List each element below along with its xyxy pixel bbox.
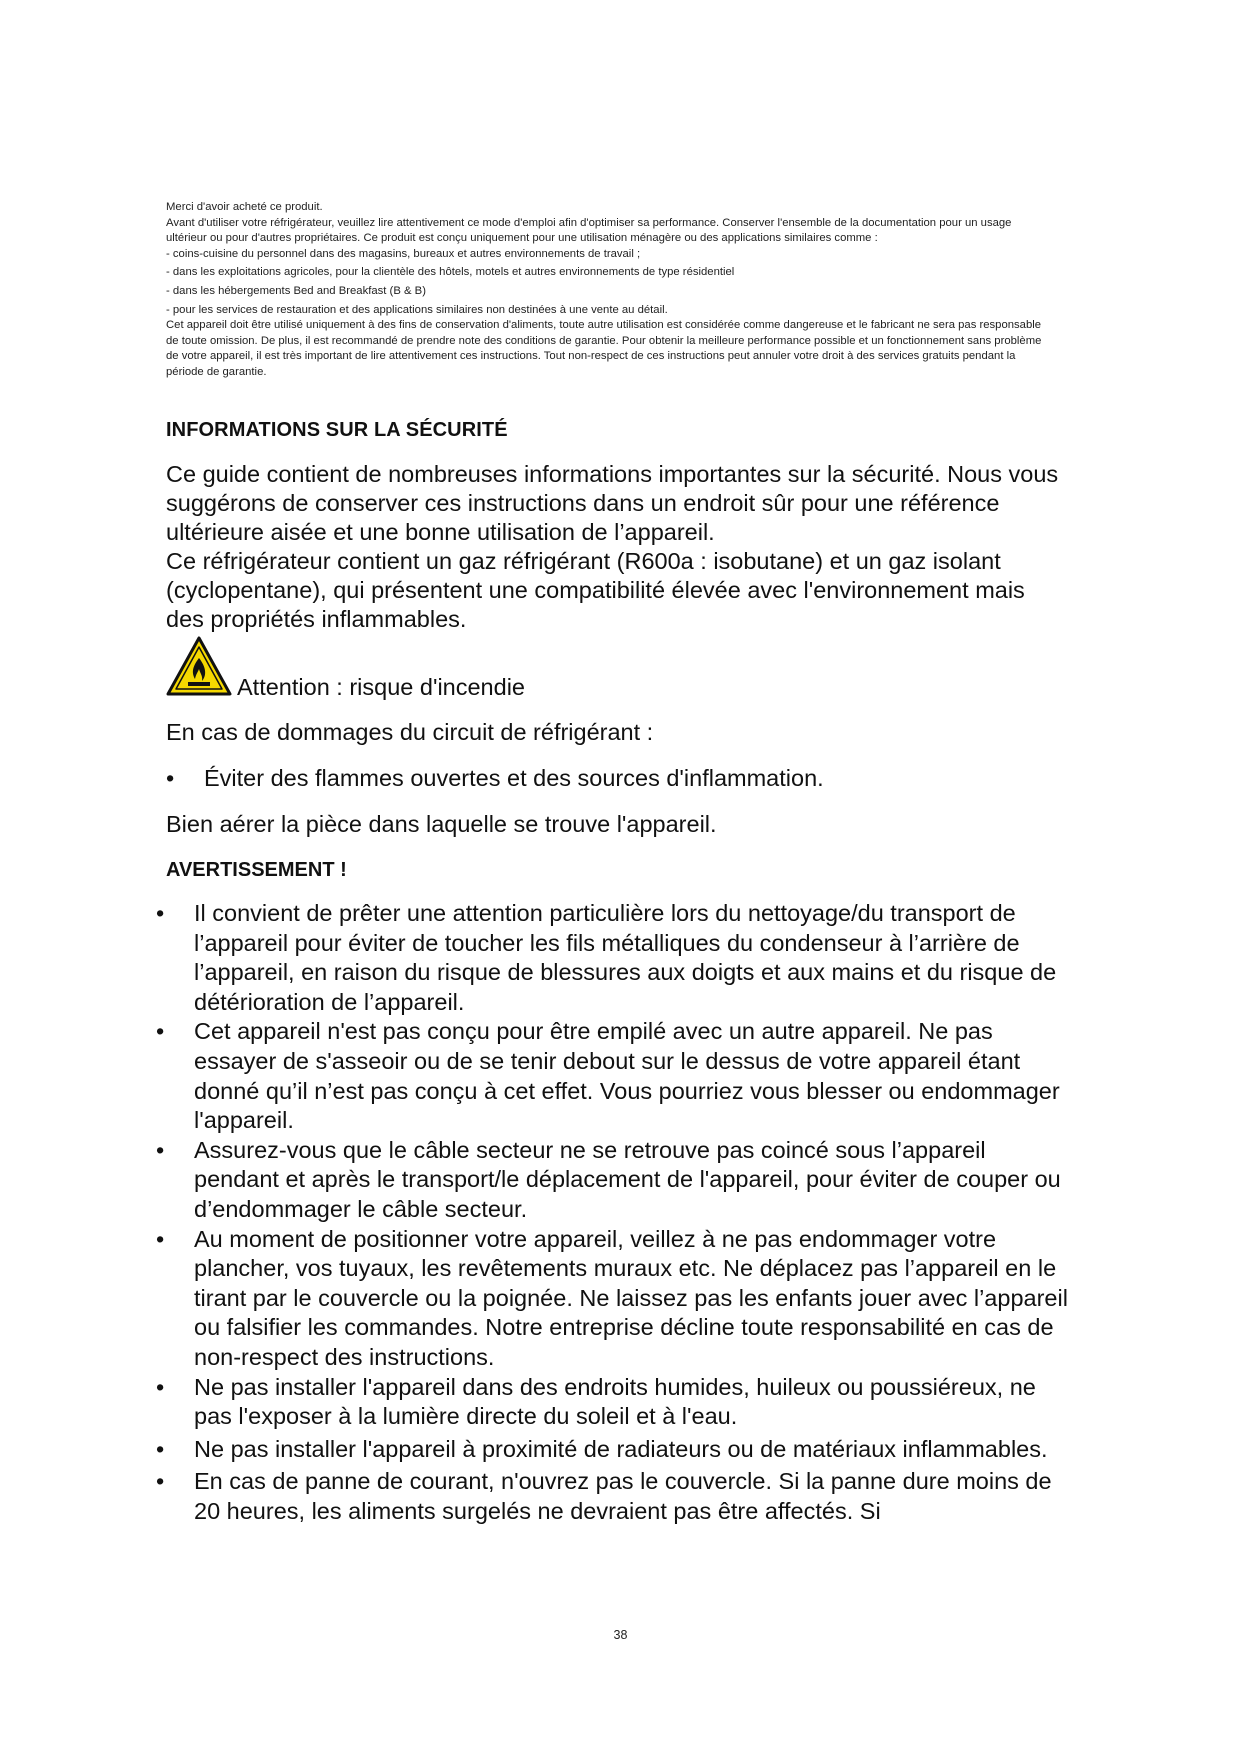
bullet-marker: •: [156, 900, 165, 926]
list-item: [150, 1136, 1070, 1225]
intro-use-2: - dans les exploitations agricoles, pour la clientèle des hôtels, motels et autres environnements de type résidentiel: [166, 266, 735, 279]
intro-thanks: Merci d'avoir acheté ce produit.: [166, 201, 323, 213]
list-item-text: Ne pas installer l'appareil à proximité de radiateurs ou de matériaux inflammables.: [194, 1435, 1048, 1462]
list-item: [150, 1017, 1070, 1135]
safety-intro: [166, 460, 1066, 634]
damage-intro: En cas de dommages du circuit de réfrigérant :: [166, 719, 654, 745]
flame-bullet-text: Éviter des flammes ouvertes et des sources d'inflammation.: [204, 765, 824, 791]
list-item-text: Cet appareil n'est pas conçu pour être empilé avec un autre appareil. Ne pas essayer de s'asseoir ou de se tenir debout sur le dessus de votre appareil étant donné qu’il n’est pas conçu à cet effet. Vous pourriez vous blesser ou endommager l'appareil.: [194, 1018, 1060, 1134]
bullet-marker: •: [156, 1136, 165, 1163]
bullet-marker: •: [156, 1435, 165, 1462]
intro-use-3: - dans les hébergements Bed and Breakfast (B & B): [166, 284, 426, 297]
guide-text: Ce guide contient de nombreuses informations importantes sur la sécurité. Nous vous suggérons de conserver ces instructions dans un endroit sûr pour une référence ultérieure aisée et une bonne utilisation de l’appareil.: [166, 461, 1059, 545]
list-item-text: Assurez-vous que le câble secteur ne se retrouve pas coincé sous l’appareil pendant et après le transport/le déplacement de l'appareil, pour éviter de couper ou d’endommager le câble secteur.: [194, 1136, 1061, 1222]
intro-use-1: - coins-cuisine du personnel dans des magasins, bureaux et autres environnements de travail ;: [166, 247, 641, 260]
intro-use-4: - pour les services de restauration et des applications similaires non destinées à une vente au détail.: [166, 303, 668, 316]
list-item-text: Il convient de prêter une attention particulière lors du nettoyage/du transport de l’appareil pour éviter de toucher les fils métalliques du condenseur à l’arrière de l’appareil, en raison du risque de blessures aux doigts et aux mains et du risque de détérioration de l’appareil.: [194, 900, 1057, 1015]
attention-label: Attention : risque d'incendie: [237, 674, 525, 700]
page-number: 38: [613, 1628, 628, 1642]
intro-closing: Cet appareil doit être utilisé uniquement à des fins de conservation d'aliments, toute autre utilisation est considérée comme dangereuse et le fabricant ne sera pas responsable de toute omission. De plus, il est recommandé de prendre note des conditions de garantie. Pour obtenir la meilleure performance possible et un fonctionnement sans problème de votre appareil, il est très important de lire attentivement ces instructions. Tout non-respect de ces instructions peut annuler votre droit à des services gratuits pendant la période de garantie.: [166, 319, 1042, 378]
bullet-marker: •: [156, 1225, 165, 1252]
bullet-marker: •: [156, 1468, 165, 1495]
intro-block: [166, 200, 1046, 381]
warning-list: [150, 899, 1070, 1526]
list-item: [150, 899, 1070, 1017]
list-item: [150, 1373, 1070, 1432]
list-item-text: En cas de panne de courant, n'ouvrez pas le couvercle. Si la panne dure moins de 20 heures, les aliments surgelés ne devraient pas être affectés. Si: [194, 1468, 1052, 1524]
aerate-text: Bien aérer la pièce dans laquelle se trouve l'appareil.: [166, 811, 717, 837]
list-item: [150, 1225, 1070, 1373]
bullet-marker: •: [166, 765, 175, 791]
safety-title: INFORMATIONS SUR LA SÉCURITÉ: [166, 419, 508, 441]
intro-paragraph: Avant d'utiliser votre réfrigérateur, veuillez lire attentivement ce mode d'emploi afin d'optimiser sa performance. Conserver l'ensemble de la documentation pour un usage ultérieur ou pour d'autres propriétaires. Ce produit est conçu uniquement pour une utilisation ménagère ou des applications similaires comme :: [166, 216, 1012, 245]
warning-title: AVERTISSEMENT !: [166, 859, 347, 881]
bullet-marker: •: [156, 1018, 165, 1045]
list-item-text: Ne pas installer l'appareil dans des endroits humides, huileux ou poussiéreux, ne pas l'exposer à la lumière directe du soleil et à l'eau.: [194, 1373, 1036, 1430]
list-item-text: Au moment de positionner votre appareil, veillez à ne pas endommager votre plancher, vos tuyaux, les revêtements muraux etc. Ne déplacez pas l’appareil en le tirant par le couvercle ou la poignée. Ne laissez pas les enfants jouer avec l’appareil ou falsifier les commandes. Notre entreprise décline toute responsabilité en cas de non-respect des instructions.: [194, 1225, 1068, 1370]
list-item: [150, 1467, 1070, 1526]
gas-text: Ce réfrigérateur contient un gaz réfrigérant (R600a : isobutane) et un gaz isolant (cyclopentane), qui présentent une compatibilité élevée avec l'environnement mais des propriétés inflammables.: [166, 548, 1025, 632]
list-item: [150, 1435, 1070, 1465]
fire-hazard-triangle-icon: [166, 636, 232, 696]
bullet-marker: •: [156, 1373, 165, 1400]
flame-bullet: [166, 764, 1046, 794]
